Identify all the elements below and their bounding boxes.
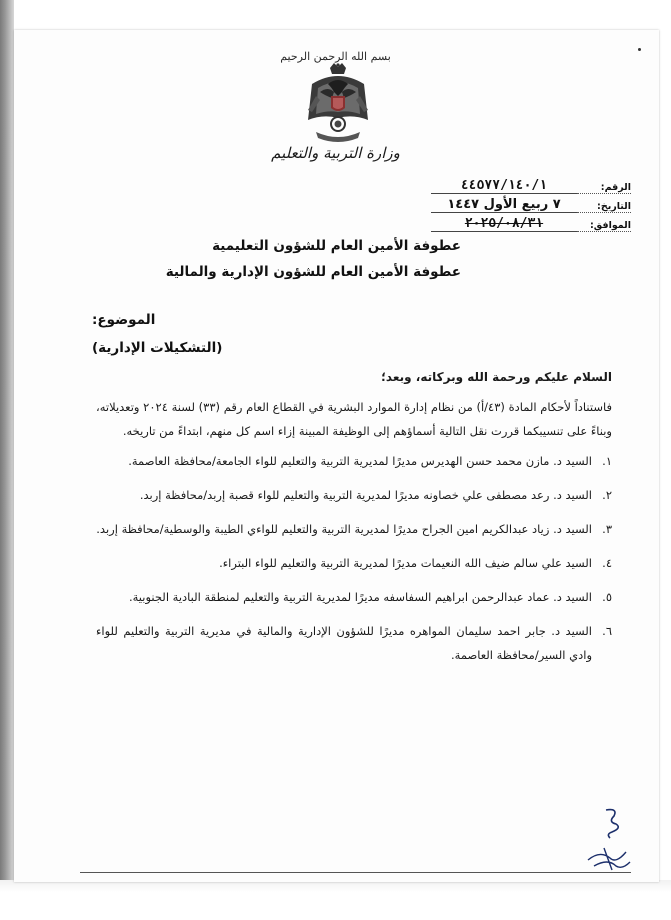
reference-number-row (431, 175, 631, 194)
ministry-name: وزارة التربية والتعليم (271, 144, 400, 162)
scan-edge-bottom (0, 880, 671, 920)
handwritten-signature-icon (586, 844, 632, 872)
item-number: ٣. (602, 522, 612, 536)
item-number: ٤. (602, 556, 612, 570)
subject-value: (التشكيلات الإدارية) (92, 340, 223, 356)
reference-number-value: ٤٤٥٧٧/١٤٠/١ (431, 178, 577, 194)
reference-date-row (431, 194, 631, 213)
item-number: ٢. (602, 488, 612, 502)
decision-paragraph: فاستناداً لأحكام المادة (٤٣/أ) من نظام إدارة الموارد البشرية في القطاع العام رقم (٣٣) لسنة ٢٠٢٤ وتعديلاته، وبناءً على تنسيبكما قررت نقل التالية أسماؤهم إلى الوظيفة المبينة إزاء اسم كل منهم، ابتداءً من تاريخه. (96, 400, 612, 438)
list-item (96, 449, 612, 473)
item-number: ٥. (602, 590, 612, 604)
list-item (96, 483, 612, 507)
item-number: ٦. (602, 624, 612, 638)
item-text: السيد د. عماد عبدالرحمن ابراهيم السفاسفه مديرًا لمديرية التربية والتعليم لمنطقة البادية الجنوبية. (128, 590, 592, 604)
reference-block (431, 175, 631, 232)
basmala-header: بسم الله الرحمن الرحيم (280, 50, 391, 63)
item-text: السيد علي سالم ضيف الله النعيمات مديرًا لمديرية التربية والتعليم للواء البتراء. (219, 556, 592, 570)
reference-corresponding-row (431, 213, 631, 232)
item-text: السيد د. زياد عبدالكريم امين الجراح مديرًا لمديرية التربية والتعليم للواءي الطيبة والوسطية/محافظة إربد. (96, 522, 592, 536)
list-item (96, 551, 612, 575)
reference-date-value: ٧ ربيع الأول ١٤٤٧ (431, 197, 577, 213)
handwritten-initial-icon (600, 806, 624, 842)
greeting: السلام عليكم ورحمة الله وبركاته، وبعد؛ (381, 370, 612, 384)
item-text: السيد د. جابر احمد سليمان المواهره مديرًا للشؤون الإدارية والمالية في مديرية التربية والتعليم للواء وادي السير/محافظة العاصمة. (96, 624, 592, 662)
list-item (96, 619, 612, 667)
item-text: السيد د. مازن محمد حسن الهديرس مديرًا لمديرية التربية والتعليم للواء الجامعة/محافظة العاصمة. (128, 454, 592, 468)
appointment-list (96, 449, 612, 667)
scan-edge-left (0, 0, 14, 920)
list-item (96, 517, 612, 541)
footer-divider (80, 872, 631, 873)
subject-label: الموضوع: (92, 312, 156, 328)
reference-corresponding-label: الموافق: (577, 220, 631, 232)
reference-date-label: التاريخ: (577, 201, 631, 213)
item-text: السيد د. رعد مصطفى علي خصاونه مديرًا لمديرية التربية والتعليم للواء قصبة إربد/محافظة إربد. (139, 488, 592, 502)
reference-corresponding-value: ٢٠٢٥/٠٨/٣١ (431, 216, 577, 232)
addressee-educational: عطوفة الأمين العام للشؤون التعليمية (212, 238, 461, 254)
item-number: ١. (602, 454, 612, 468)
reference-number-label: الرقم: (577, 182, 631, 194)
letter-body (96, 365, 612, 677)
addressee-administrative: عطوفة الأمين العام للشؤون الإدارية والمالية (165, 264, 461, 280)
list-item (96, 585, 612, 609)
jordan-coat-of-arms-icon (298, 62, 378, 144)
